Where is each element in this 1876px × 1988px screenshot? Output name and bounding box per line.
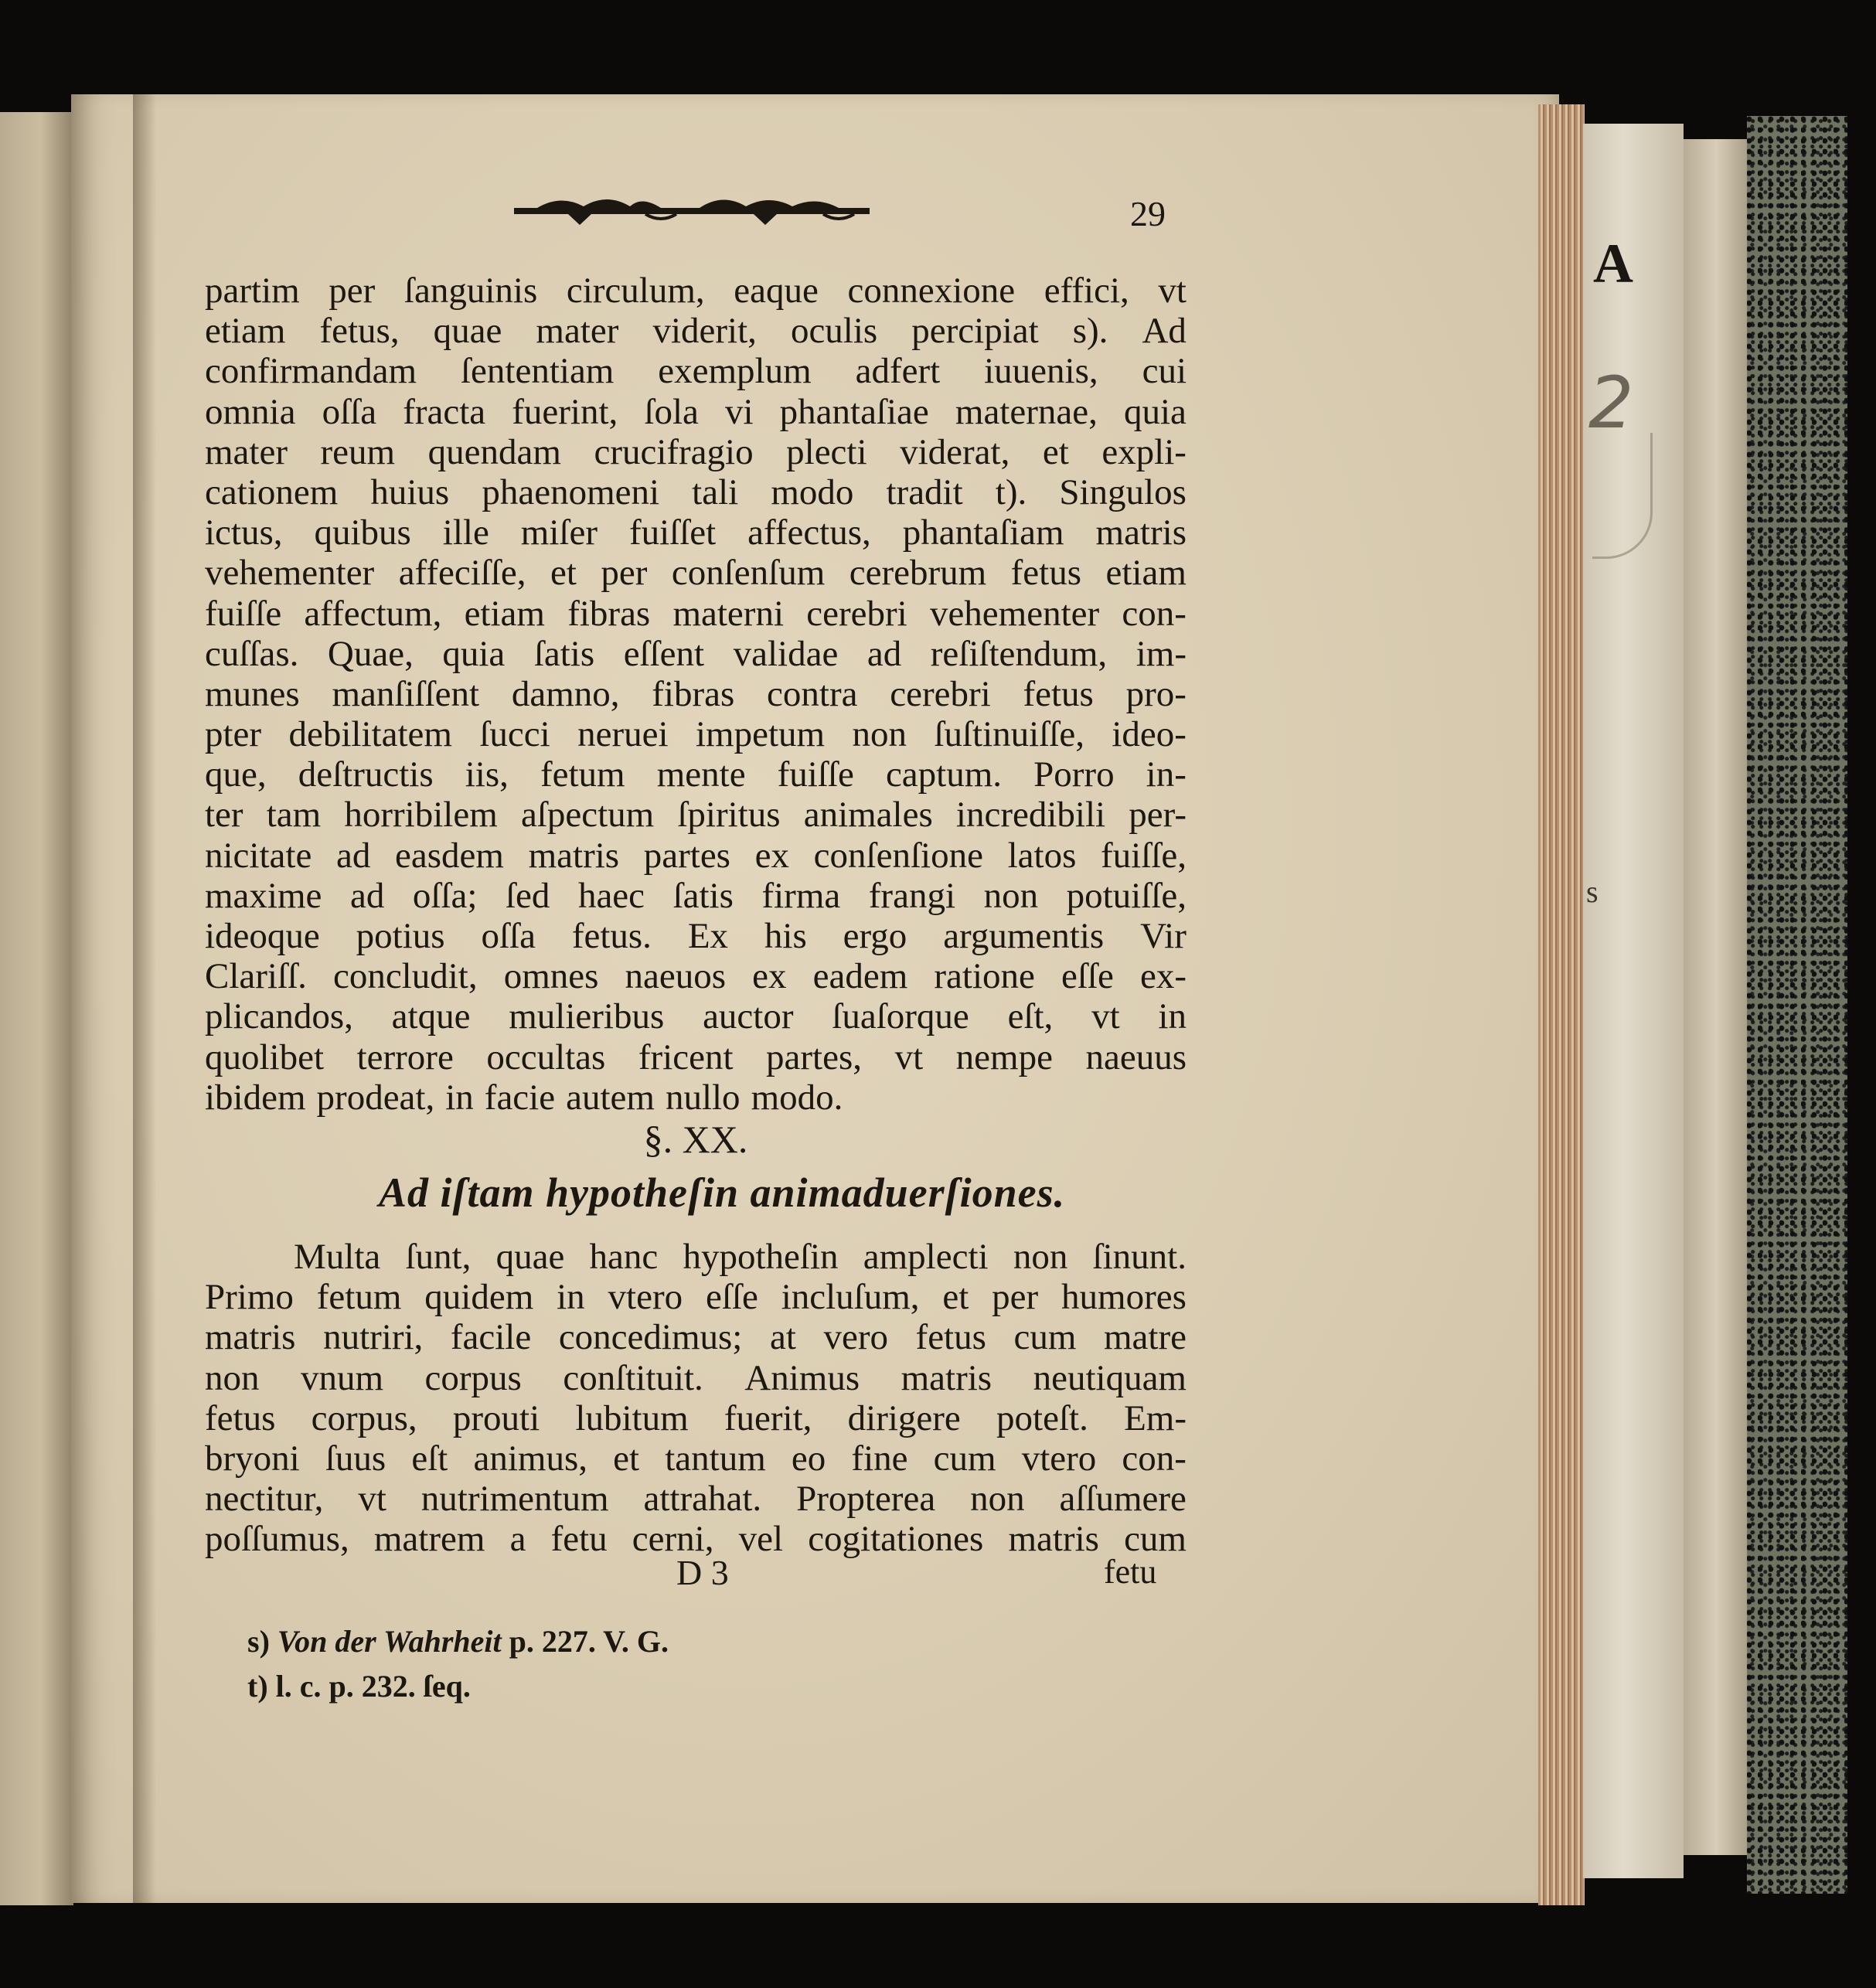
- text-line: fuiſſe affectum, etiam fibras materni cerebri vehementer con-: [205, 593, 1187, 634]
- text-line: Primo fetum quidem in vtero eſſe incluſum, et per humores: [205, 1277, 1187, 1318]
- text-line: ictus, quibus ille miſer fuiſſet affectus, phantaſiam matris: [205, 512, 1187, 553]
- text-line: omnia oſſa fracta fuerint, ſola vi phantaſiae maternae, quia: [205, 391, 1187, 432]
- text-line: cuſſas. Quae, quia ſatis eſſent validae ad reſiſtendum, im-: [205, 633, 1187, 674]
- catchword: fetu: [1104, 1553, 1157, 1591]
- tab-mark: s: [1586, 874, 1599, 909]
- footnote: [247, 1664, 669, 1709]
- text-line: munes manſiſſent damno, fibras contra cerebri fetus pro-: [205, 673, 1187, 714]
- text-line: Multa ſunt, quae hanc hypotheſin amplecti non ſinunt.: [294, 1237, 1187, 1277]
- text-line: partim per ſanguinis circulum, eaque connexione effici, vt: [205, 271, 1187, 311]
- tab-pencil-mark: [1592, 433, 1653, 559]
- body-text-block-1: [205, 271, 1187, 1118]
- text-line: mater reum quendam crucifragio plecti viderat, et expli-: [205, 431, 1187, 472]
- footnote-mark: s): [247, 1624, 270, 1659]
- header-ornament-icon: [506, 189, 877, 236]
- page-number: 29: [1130, 194, 1166, 233]
- text-line: fetus corpus, prouti lubitum fuerit, dirigere poteſt. Em-: [205, 1397, 1187, 1438]
- tab-handwritten-number: 2: [1588, 362, 1634, 444]
- body-text-block-2: [205, 1237, 1187, 1560]
- marbled-cover: [1747, 116, 1847, 1894]
- left-page-edge: [0, 112, 73, 1905]
- footnote-title: Von der Wahrheit: [277, 1624, 502, 1659]
- footnote: [247, 1619, 669, 1664]
- footnote-mark: t): [247, 1669, 268, 1704]
- text-line: matris nutriri, facile concedimus; at vero fetus cum matre: [205, 1317, 1187, 1358]
- text-line: ter tam horribilem aſpectum ſpiritus animales incredibili per-: [205, 795, 1187, 836]
- text-line: bryoni ſuus eſt animus, et tantum eo fine cum vtero con-: [205, 1438, 1187, 1479]
- tab-letter: A: [1593, 233, 1633, 294]
- text-line: nectitur, vt nutrimentum attrahat. Propterea non aſſumere: [205, 1479, 1187, 1520]
- section-number: §. XX.: [643, 1118, 748, 1161]
- text-line: confirmandam ſententiam exemplum adfert iuuenis, cui: [205, 351, 1187, 392]
- text-line: que, deſtructis iis, fetum mente fuiſſe captum. Porro in-: [205, 754, 1187, 795]
- text-line: plicandos, atque mulieribus auctor ſuaſorque eſt, vt in: [205, 996, 1187, 1037]
- section-title: Ad iſtam hypotheſin animaduerſiones.: [379, 1169, 1066, 1216]
- text-line: poſſumus, matrem a fetu cerni, vel cogitationes matris cum: [205, 1519, 1187, 1560]
- text-line: maxime ad oſſa; ſed haec ſatis firma frangi non potuiſſe,: [205, 875, 1187, 916]
- text-line: non vnum corpus conſtituit. Animus matris neutiquam: [205, 1357, 1187, 1398]
- footnotes: [247, 1619, 669, 1709]
- footnote-text: l. c. p. 232. ſeq.: [275, 1669, 471, 1704]
- index-tab-strip-back: [1684, 139, 1749, 1855]
- page-edges: [1538, 104, 1585, 1905]
- text-line: vehementer affeciſſe, et per conſenſum cerebrum fetus etiam: [205, 553, 1187, 594]
- text-line: pter debilitatem ſucci neruei impetum non ſuſtinuiſſe, ideo-: [205, 714, 1187, 755]
- text-line: cationem huius phaenomeni tali modo tradit t). Singulos: [205, 471, 1187, 512]
- text-line: quolibet terrore occultas fricent partes, vt nempe naeuus: [205, 1037, 1187, 1077]
- page-gutter: [133, 94, 156, 1903]
- text-line: ibidem prodeat, in facie autem nullo modo.: [205, 1077, 843, 1118]
- text-line: Clariſſ. concludit, omnes naeuos ex eadem ratione eſſe ex-: [205, 956, 1187, 997]
- text-line: nicitate ad easdem matris partes ex conſenſione latos fuiſſe,: [205, 835, 1187, 876]
- text-line: ideoque potius oſſa fetus. Ex his ergo argumentis Vir: [205, 916, 1187, 956]
- footnote-text: p. 227. V. G.: [501, 1624, 669, 1659]
- signature-mark: D 3: [676, 1553, 729, 1592]
- text-line: etiam fetus, quae mater viderit, oculis percipiat s). Ad: [205, 311, 1187, 352]
